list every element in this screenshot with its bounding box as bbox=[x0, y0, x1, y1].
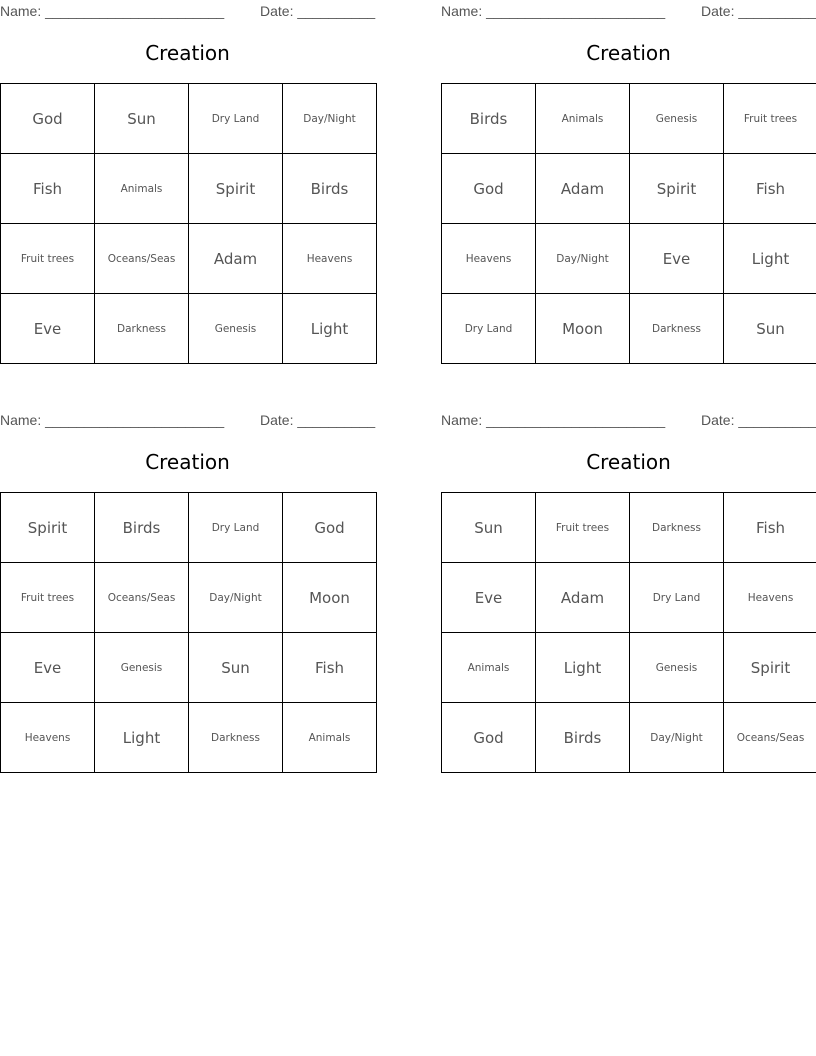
bingo-cell: Day/Night bbox=[189, 563, 283, 633]
bingo-cell: Day/Night bbox=[630, 703, 724, 773]
bingo-cell: Light bbox=[724, 224, 816, 294]
name-field: Name: _______________________ bbox=[0, 3, 225, 19]
bingo-cell: Darkness bbox=[630, 493, 724, 563]
bingo-cell: Spirit bbox=[724, 633, 816, 703]
card-header bbox=[0, 409, 375, 429]
bingo-cell: Animals bbox=[95, 154, 189, 224]
date-field: Date: __________ bbox=[260, 3, 376, 19]
bingo-cell: Animals bbox=[283, 703, 377, 773]
bingo-cell: Oceans/Seas bbox=[95, 563, 189, 633]
bingo-cell: Genesis bbox=[630, 84, 724, 154]
name-field: Name: _______________________ bbox=[441, 3, 666, 19]
card-title: Creation bbox=[145, 41, 230, 65]
bingo-cell: Birds bbox=[442, 84, 536, 154]
bingo-cell: Heavens bbox=[724, 563, 816, 633]
bingo-cell: Genesis bbox=[95, 633, 189, 703]
bingo-cell: Light bbox=[95, 703, 189, 773]
grid-row bbox=[442, 154, 816, 224]
bingo-cell: God bbox=[1, 84, 95, 154]
card-title: Creation bbox=[145, 450, 230, 474]
bingo-cell: Fish bbox=[1, 154, 95, 224]
grid-row bbox=[442, 84, 816, 154]
bingo-cell: Light bbox=[283, 294, 377, 364]
bingo-grid bbox=[441, 83, 816, 364]
grid-row bbox=[442, 633, 816, 703]
date-field: Date: __________ bbox=[701, 412, 816, 428]
grid-row bbox=[1, 154, 377, 224]
grid-row bbox=[1, 294, 377, 364]
bingo-cell: Sun bbox=[95, 84, 189, 154]
grid-row bbox=[1, 563, 377, 633]
bingo-cell: Spirit bbox=[1, 493, 95, 563]
bingo-cell: Fruit trees bbox=[724, 84, 816, 154]
bingo-cell: Adam bbox=[536, 563, 630, 633]
bingo-cell: Moon bbox=[283, 563, 377, 633]
bingo-cell: Eve bbox=[630, 224, 724, 294]
grid-row bbox=[442, 224, 816, 294]
bingo-cell: Dry Land bbox=[189, 493, 283, 563]
bingo-cell: Day/Night bbox=[536, 224, 630, 294]
bingo-cell: Fish bbox=[724, 493, 816, 563]
bingo-cell: Fruit trees bbox=[1, 563, 95, 633]
bingo-cell: Day/Night bbox=[283, 84, 377, 154]
grid-row bbox=[1, 493, 377, 563]
bingo-cell: God bbox=[283, 493, 377, 563]
name-field: Name: _______________________ bbox=[0, 412, 225, 428]
grid-row bbox=[442, 563, 816, 633]
name-field: Name: _______________________ bbox=[441, 412, 666, 428]
bingo-cell: Adam bbox=[536, 154, 630, 224]
bingo-cell: Sun bbox=[189, 633, 283, 703]
bingo-card bbox=[0, 409, 376, 747]
bingo-cell: Sun bbox=[442, 493, 536, 563]
bingo-cell: Birds bbox=[283, 154, 377, 224]
grid-row bbox=[1, 633, 377, 703]
bingo-cell: Fish bbox=[283, 633, 377, 703]
bingo-cell: Oceans/Seas bbox=[724, 703, 816, 773]
bingo-cell: Oceans/Seas bbox=[95, 224, 189, 294]
bingo-cell: Darkness bbox=[189, 703, 283, 773]
bingo-cell: Heavens bbox=[283, 224, 377, 294]
bingo-cell: Eve bbox=[442, 563, 536, 633]
bingo-cell: Eve bbox=[1, 294, 95, 364]
bingo-cell: Darkness bbox=[95, 294, 189, 364]
date-field: Date: __________ bbox=[701, 3, 816, 19]
bingo-cell: Genesis bbox=[630, 633, 724, 703]
card-title: Creation bbox=[586, 450, 671, 474]
grid-row bbox=[442, 294, 816, 364]
bingo-cell: Adam bbox=[189, 224, 283, 294]
grid-row bbox=[1, 224, 377, 294]
bingo-cell: Genesis bbox=[189, 294, 283, 364]
grid-row bbox=[442, 493, 816, 563]
grid-row bbox=[442, 703, 816, 773]
bingo-cell: Fruit trees bbox=[1, 224, 95, 294]
bingo-grid bbox=[0, 83, 377, 364]
date-field: Date: __________ bbox=[260, 412, 376, 428]
bingo-cell: Fish bbox=[724, 154, 816, 224]
bingo-cell: Moon bbox=[536, 294, 630, 364]
bingo-cell: Dry Land bbox=[442, 294, 536, 364]
bingo-cell: Fruit trees bbox=[536, 493, 630, 563]
bingo-cell: Heavens bbox=[442, 224, 536, 294]
bingo-cell: Darkness bbox=[630, 294, 724, 364]
bingo-cell: God bbox=[442, 154, 536, 224]
bingo-cell: God bbox=[442, 703, 536, 773]
bingo-cell: Light bbox=[536, 633, 630, 703]
bingo-cell: Birds bbox=[536, 703, 630, 773]
card-header bbox=[441, 409, 816, 429]
bingo-cell: Spirit bbox=[630, 154, 724, 224]
bingo-card bbox=[441, 409, 816, 747]
bingo-cell: Birds bbox=[95, 493, 189, 563]
bingo-cell: Animals bbox=[536, 84, 630, 154]
bingo-cell: Animals bbox=[442, 633, 536, 703]
bingo-card bbox=[0, 0, 376, 338]
card-header bbox=[441, 0, 816, 20]
card-header bbox=[0, 0, 375, 20]
bingo-grid bbox=[0, 492, 377, 773]
bingo-cell: Eve bbox=[1, 633, 95, 703]
bingo-cell: Dry Land bbox=[189, 84, 283, 154]
grid-row bbox=[1, 703, 377, 773]
bingo-cell: Dry Land bbox=[630, 563, 724, 633]
bingo-cell: Spirit bbox=[189, 154, 283, 224]
card-title: Creation bbox=[586, 41, 671, 65]
bingo-cell: Sun bbox=[724, 294, 816, 364]
bingo-card bbox=[441, 0, 816, 338]
grid-row bbox=[1, 84, 377, 154]
bingo-cell: Heavens bbox=[1, 703, 95, 773]
bingo-grid bbox=[441, 492, 816, 773]
